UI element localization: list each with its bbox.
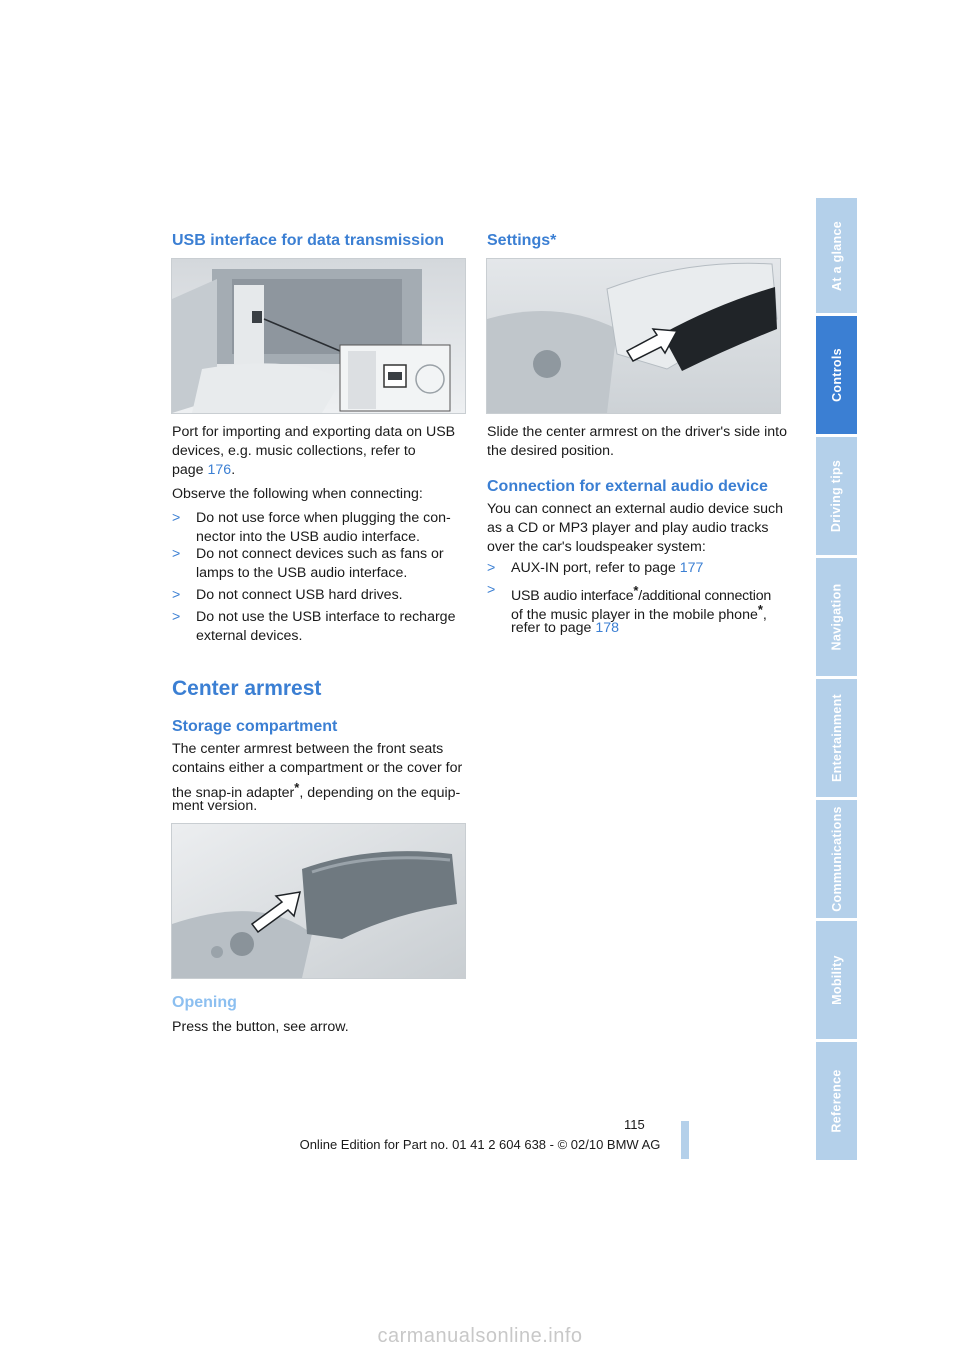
center-armrest-heading: Center armrest [172,677,322,700]
opening-heading: Opening [172,994,237,1011]
page-link-176[interactable]: 176 [207,462,232,478]
usb-interface-heading: USB interface for data transmission [172,232,445,249]
bullet-marker: > [172,546,181,562]
list-item-line: Do not connect devices such as fans or [196,546,444,562]
list-item-line: Do not use force when plugging the con- [196,510,451,526]
list-item-line: Do not connect USB hard drives. [196,587,403,603]
opening-text: Press the button, see arrow. [172,1019,349,1035]
list-item-line: AUX-IN port, refer to page 177 [511,560,704,576]
bullet-marker: > [172,609,181,625]
armrest-opening-photo [171,823,466,979]
page-number: 115 [624,1117,645,1132]
settings-text-line-1: Slide the center armrest on the driver's side into [487,424,788,440]
sidebar-tab-at-a-glance[interactable]: At a glance [816,198,857,313]
armrest-settings-photo [486,258,781,414]
sidebar-tab-entertainment[interactable]: Entertainment [816,679,857,797]
page-link-178[interactable]: 178 [595,620,620,636]
optional-equipment-star: * [633,583,639,598]
usb-description-line-3: page 176. [172,462,236,478]
storage-compartment-heading: Storage compartment [172,718,338,735]
bullet-marker: > [487,582,496,598]
sidebar-tab-mobility[interactable]: Mobility [816,921,857,1039]
connection-text-line-3: over the car's loudspeaker system: [487,539,706,555]
settings-heading: Settings* [487,232,557,249]
storage-text-line-1: The center armrest between the front seats [172,741,444,757]
bullet-marker: > [172,587,181,603]
usb-port-photo [171,258,466,414]
list-item-line: external devices. [196,628,303,644]
usb-description-line-2: devices, e.g. music collections, refer to [172,443,416,459]
list-item-line: nector into the USB audio interface. [196,529,420,545]
connection-external-audio-heading: Connection for external audio device [487,478,768,495]
sidebar-tab-navigation[interactable]: Navigation [816,558,857,676]
list-item-line: refer to page 178 [511,620,620,636]
footer-edition-text: Online Edition for Part no. 01 41 2 604 638 - © 02/10 BMW AG [299,1137,661,1152]
storage-text-line-2: contains either a compartment or the cover for [172,760,463,776]
connection-text-line-2: as a CD or MP3 player and play audio tracks [487,520,769,536]
list-item-line: of the music player in the mobile phone*, [511,602,767,623]
bullet-marker: > [487,560,496,576]
sidebar-tab-communications[interactable]: Communications [816,800,857,918]
sidebar-tab-reference[interactable]: Reference [816,1042,857,1160]
bullet-marker: > [172,510,181,526]
sidebar-tab-driving-tips[interactable]: Driving tips [816,437,857,555]
page-link-177[interactable]: 177 [679,560,704,576]
list-item-line: Do not use the USB interface to recharge [196,609,456,625]
watermark: carmanualsonline.info [377,1325,583,1347]
settings-text-line-2: the desired position. [487,443,614,459]
usb-description-line-1: Port for importing and exporting data on USB [172,424,456,440]
chapter-sidebar [816,198,857,1160]
connection-text-line-1: You can connect an external audio device such [487,501,784,517]
list-item-line: lamps to the USB audio interface. [196,565,408,581]
list-item-line: USB audio interface*/additional connection [511,583,772,604]
storage-text-line-3: the snap-in adapter*, depending on the equip- [172,780,461,801]
optional-equipment-star: * [757,602,763,617]
sidebar-tab-controls[interactable]: Controls [816,316,857,434]
optional-equipment-star: * [294,780,300,795]
observe-text: Observe the following when connecting: [172,486,423,502]
storage-text-line-4: ment version. [172,798,258,814]
